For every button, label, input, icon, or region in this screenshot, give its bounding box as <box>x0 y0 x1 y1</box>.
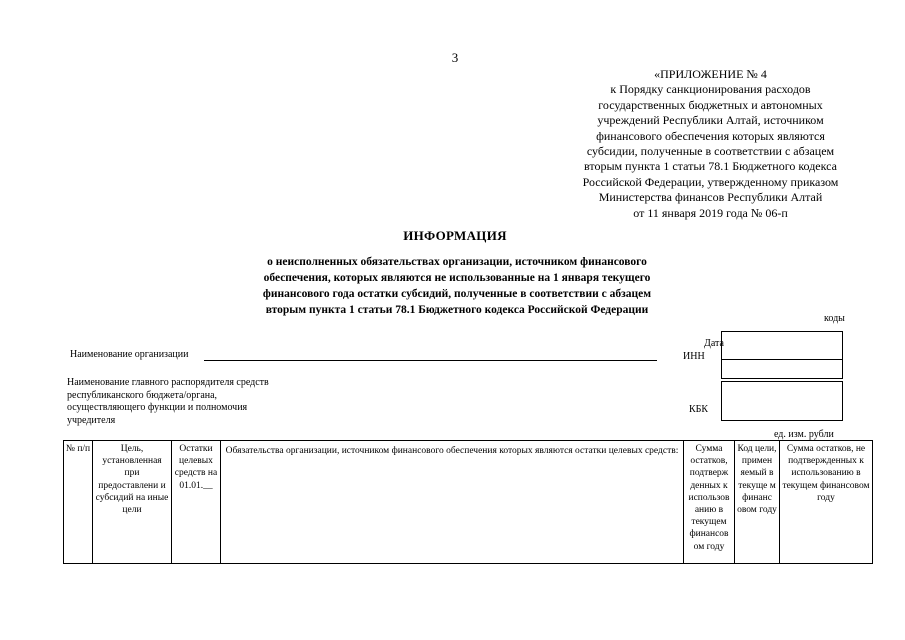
main-manager-label <box>67 377 269 427</box>
appendix-line: к Порядку санкционирования расходов <box>610 82 811 97</box>
appendix-line: от 11 января 2019 года № 06-п <box>633 205 788 220</box>
inn-label: ИНН <box>683 351 705 362</box>
main-manager-line: учредителя <box>67 414 116 426</box>
header-cell-unconfirmed-sum: Сумма остатков, не подтвержденных к использованию в текущем финансовом году <box>780 441 873 564</box>
main-manager-line: Наименование главного распорядителя средств <box>67 377 269 388</box>
appendix-line: государственных бюджетных и автономных <box>598 97 823 112</box>
document-subtitle <box>222 254 692 318</box>
main-manager-line: осуществляющего функции и полномочия <box>67 402 248 414</box>
appendix-line: вторым пункта 1 статьи 78.1 Бюджетного кодекса <box>584 159 837 174</box>
header-cell-number: № п/п <box>64 441 93 564</box>
inn-code-box[interactable] <box>721 359 843 379</box>
appendix-line: финансового обеспечения которых являются <box>596 128 825 143</box>
main-manager-line: республиканского бюджета/органа, <box>67 389 218 401</box>
appendix-header <box>548 67 873 221</box>
unit-label: ед. изм. рубли <box>774 429 834 440</box>
appendix-line: субсидии, полученные в соответствии с абзацем <box>586 144 835 159</box>
date-label: Дата <box>704 338 724 349</box>
subtitle-line: обеспечения, которых являются не использованные на 1 января текущего <box>263 272 651 284</box>
document-title: ИНФОРМАЦИЯ <box>403 228 507 243</box>
subtitle-line: о неисполненных обязательствах организации, источником финансового <box>267 256 647 268</box>
date-code-box[interactable] <box>721 331 843 359</box>
appendix-line: учреждений Республики Алтай, источником <box>597 113 824 128</box>
kbk-label: КБК <box>689 404 709 415</box>
header-cell-balance: Остатки целевых средств на 01.01.__ <box>172 441 221 564</box>
subtitle-line: вторым пункта 1 статьи 78.1 Бюджетного кодекса Российской Федерации <box>265 304 649 316</box>
header-cell-obligations: Обязательства организации, источником финансового обеспечения которых являются остатки целевых средств: <box>221 441 684 564</box>
page-number: 3 <box>451 50 459 65</box>
kbk-code-box[interactable] <box>721 381 843 421</box>
organization-label: Наименование организации <box>70 349 189 360</box>
appendix-line: «ПРИЛОЖЕНИЕ № 4 <box>654 67 767 81</box>
header-cell-purpose: Цель, установленная при предоставлени и субсидий на иные цели <box>93 441 172 564</box>
header-cell-confirmed-sum: Сумма остатков, подтверж денных к использов анию в текущем финансов ом году <box>684 441 735 564</box>
codes-label: коды <box>824 313 845 324</box>
obligations-table <box>63 440 873 564</box>
appendix-line: Российской Федерации, утвержденному приказом <box>582 174 839 189</box>
table-header-row <box>64 441 873 564</box>
header-cell-purpose-code: Код цели, примен яемый в текуще м финанс овом году <box>735 441 780 564</box>
subtitle-line: финансового года остатки субсидий, полученные в соответствии с абзацем <box>262 288 652 300</box>
appendix-line: Министерства финансов Республики Алтай <box>598 190 823 205</box>
organization-name-field[interactable] <box>204 360 657 361</box>
